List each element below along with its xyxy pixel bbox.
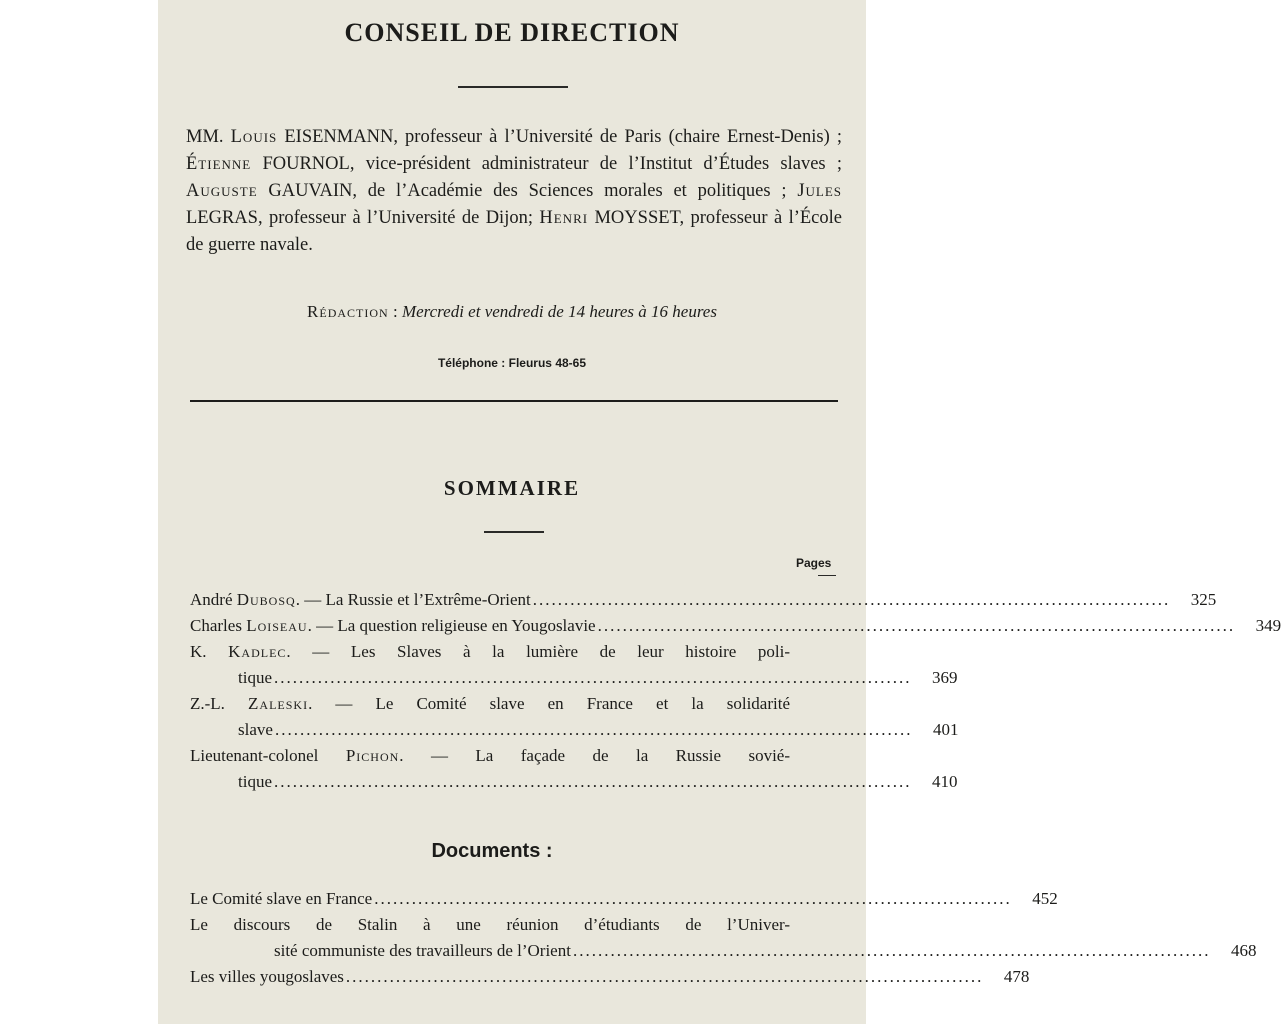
document-title: Le Comité slave en France bbox=[190, 889, 373, 908]
dot-leader: ...................................................................................................... bbox=[532, 590, 1171, 609]
toc-entry bbox=[190, 665, 958, 691]
member-description: , de l’Académie des Sciences morales et politiques ; bbox=[352, 181, 798, 201]
toc-entry-first-line bbox=[190, 743, 840, 769]
author-first-name: K. bbox=[190, 642, 207, 661]
toc-entry-continuation: slave bbox=[238, 720, 273, 739]
author-last-name: Pichon bbox=[345, 746, 400, 765]
author-first-name: Charles bbox=[190, 616, 242, 635]
document-title-continuation: sité communiste des travailleurs de l’Orient bbox=[274, 941, 571, 960]
toc-entry bbox=[190, 613, 1281, 639]
page-number: 478 bbox=[1003, 967, 1030, 986]
article-title: . — La Russie et l’Extrême-Orient bbox=[295, 590, 531, 609]
member-first-name: Henri bbox=[539, 208, 589, 228]
member-last-name: EISENMANN bbox=[277, 127, 394, 147]
author-last-name: Zaleski bbox=[248, 694, 309, 713]
board-paragraph bbox=[186, 124, 842, 259]
telephone-line: Téléphone : Fleurus 48-65 bbox=[437, 356, 587, 370]
documents-list bbox=[190, 886, 1257, 990]
author-first-name: Z.-L. bbox=[190, 694, 225, 713]
dot-leader: ...................................................................................................... bbox=[274, 772, 912, 791]
toc-entry bbox=[190, 938, 1257, 964]
author-last-name: Dubosq bbox=[236, 590, 296, 609]
author-first-name: Lieutenant-colonel bbox=[190, 746, 319, 765]
dot-leader: ...................................................................................................... bbox=[374, 889, 1012, 908]
pages-header-rule bbox=[818, 575, 836, 576]
page-number: 369 bbox=[932, 668, 958, 687]
document-page bbox=[158, 0, 1281, 1024]
page-number: 349 bbox=[1255, 616, 1281, 635]
redaction-hours: Mercredi et vendredi de 14 heures à 16 heures bbox=[401, 302, 717, 321]
toc-entry bbox=[190, 964, 1030, 990]
author-first-name: André bbox=[190, 590, 233, 609]
toc-entry-continuation: tique bbox=[238, 772, 272, 791]
documents-title: Documents : bbox=[431, 840, 553, 862]
member-last-name: GAUVAIN bbox=[257, 181, 353, 201]
dot-leader: ...................................................................................................... bbox=[274, 668, 912, 687]
toc-entry-first-line bbox=[190, 639, 840, 665]
article-title: . — La question religieuse en Yougoslavie bbox=[307, 616, 596, 635]
article-title: . — Le Comité slave en France et la solidarité bbox=[308, 694, 790, 713]
page-number: 468 bbox=[1230, 941, 1257, 960]
member-first-name: Étienne bbox=[186, 154, 252, 174]
dot-leader: ...................................................................................................... bbox=[274, 720, 913, 739]
document-title: Les villes yougoslaves bbox=[190, 967, 344, 986]
member-description: , professeur à l’Université de Dijon; bbox=[257, 208, 540, 228]
toc-entry-text bbox=[190, 587, 531, 613]
page-number: 452 bbox=[1032, 889, 1058, 908]
member-last-name: FOURNOL bbox=[251, 154, 350, 174]
article-title: . — La façade de la Russie sovié- bbox=[399, 746, 790, 765]
page-number: 410 bbox=[932, 772, 958, 791]
pages-column-header: Pages bbox=[796, 556, 832, 570]
article-title: . — Les Slaves à la lumière de leur histoire poli- bbox=[286, 642, 790, 661]
member-first-name: Jules bbox=[797, 181, 843, 201]
redaction-separator: : bbox=[388, 302, 402, 321]
sommaire-underline bbox=[484, 531, 544, 533]
toc-entry bbox=[190, 886, 1058, 912]
redaction-line bbox=[158, 302, 866, 322]
toc-entry bbox=[190, 769, 958, 795]
member-first-name: Louis bbox=[230, 127, 278, 147]
page-number: 325 bbox=[1190, 590, 1217, 609]
toc-entry bbox=[190, 587, 1217, 613]
toc-entry-text bbox=[190, 613, 596, 639]
toc-entry-first-line bbox=[190, 691, 840, 717]
toc-entry-continuation: tique bbox=[238, 668, 272, 687]
author-last-name: Loiseau bbox=[246, 616, 308, 635]
sommaire-list bbox=[190, 587, 1281, 795]
section-divider bbox=[190, 400, 838, 402]
page-number: 401 bbox=[932, 720, 959, 739]
member-description: , professeur à l’École de guerre navale. bbox=[186, 208, 842, 255]
dot-leader: ...................................................................................................... bbox=[345, 967, 984, 986]
title-underline bbox=[458, 86, 568, 88]
dot-leader: ...................................................................................................... bbox=[572, 941, 1211, 960]
toc-entry bbox=[190, 717, 959, 743]
member-last-name: MOYSSET bbox=[588, 208, 680, 228]
member-description: , vice-président administrateur de l’Institut d’Études slaves ; bbox=[349, 154, 843, 174]
redaction-label: Rédaction bbox=[307, 302, 389, 321]
member-first-name: Auguste bbox=[186, 181, 258, 201]
page-title: CONSEIL DE DIRECTION bbox=[344, 18, 680, 47]
document-title-first-line: Le discours de Stalin à une réunion d’étudiants de l’Univer- bbox=[190, 915, 790, 934]
member-description: , professeur à l’Université de Paris (chaire Ernest-Denis) ; bbox=[393, 127, 842, 147]
sommaire-title: SOMMAIRE bbox=[443, 476, 581, 500]
board-prefix: MM. bbox=[186, 127, 231, 147]
dot-leader: ...................................................................................................... bbox=[597, 616, 1236, 635]
author-last-name: Kadlec bbox=[228, 642, 287, 661]
member-last-name: LEGRAS bbox=[186, 208, 258, 228]
